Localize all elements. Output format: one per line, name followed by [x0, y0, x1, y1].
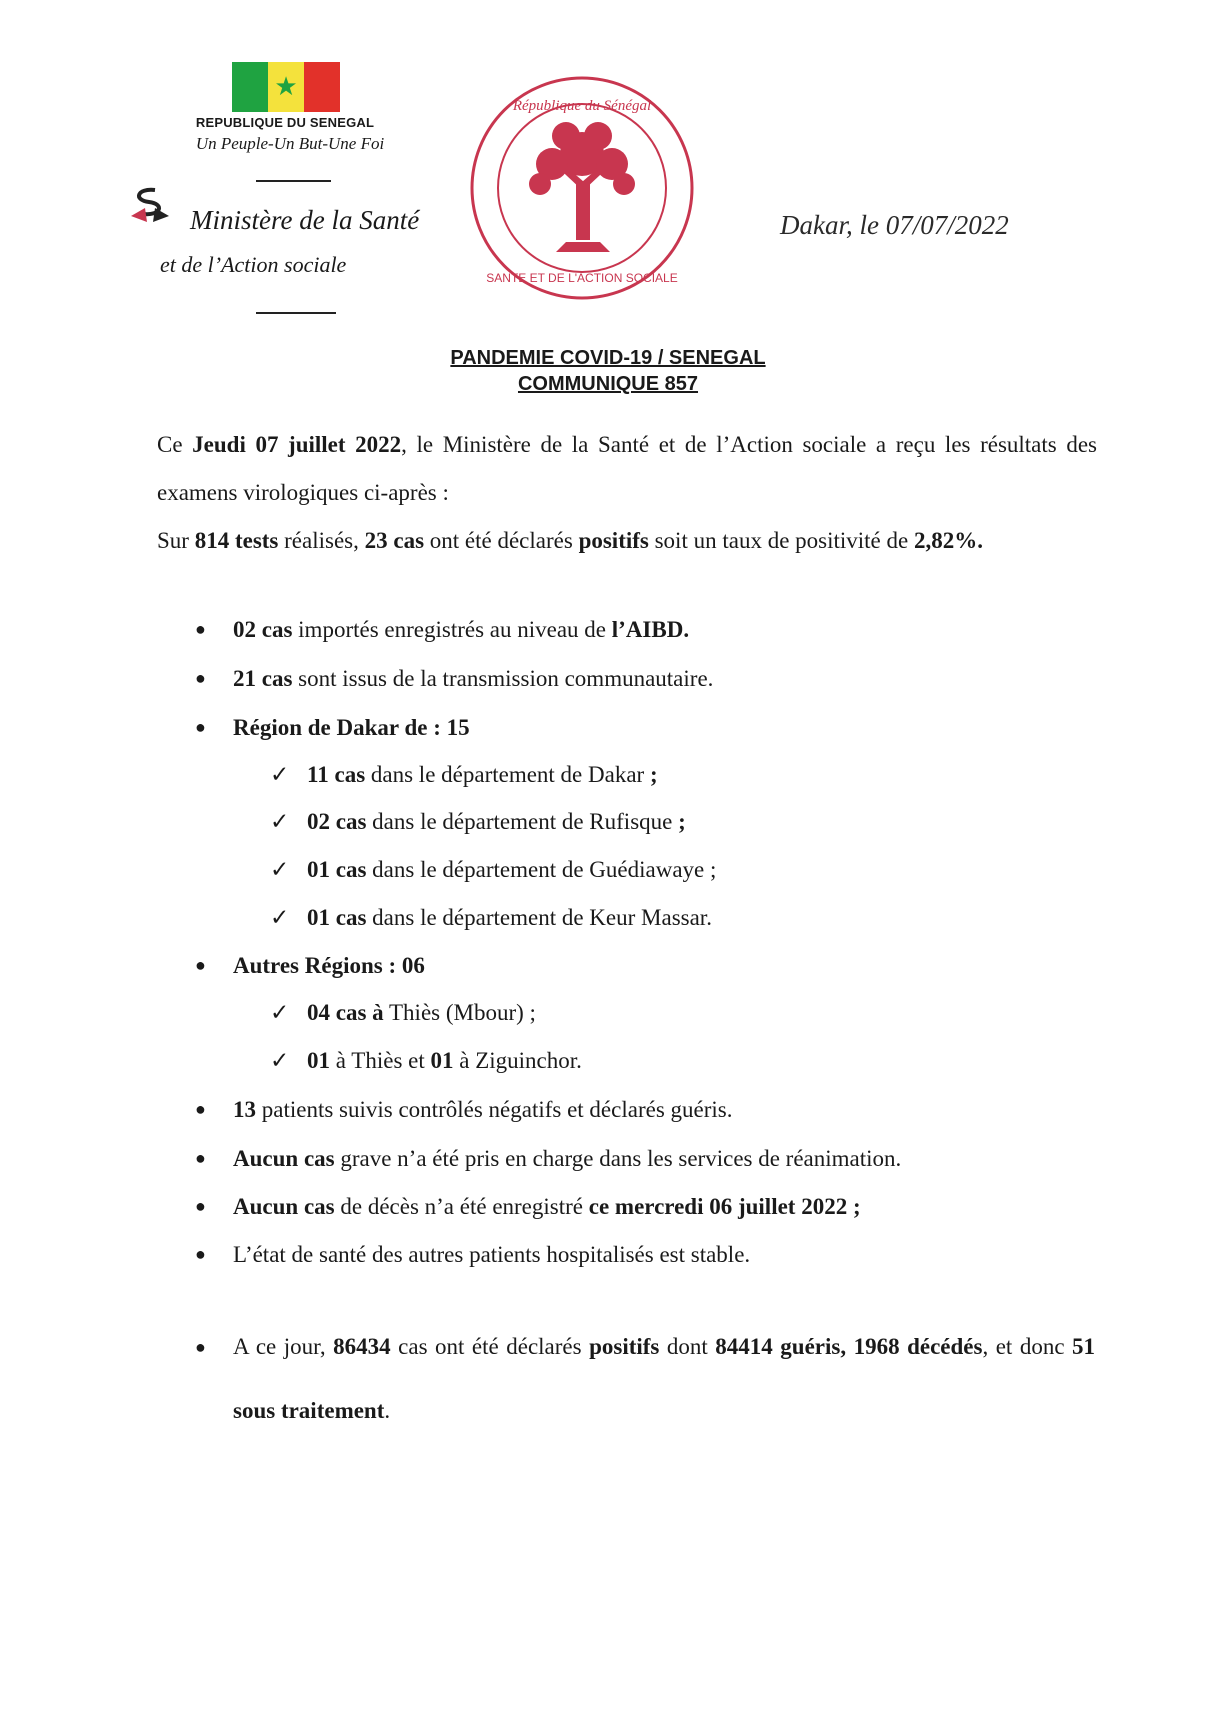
country-name: REPUBLIQUE DU SENEGAL: [195, 115, 375, 130]
list-item: ● 21 cas sont issus de la transmission communautaire.: [195, 666, 714, 691]
check-icon: ✓: [270, 809, 290, 834]
sub-list-item: ✓ 11 cas dans le département de Dakar ;: [270, 762, 658, 787]
check-icon: ✓: [270, 905, 290, 930]
divider-top: [256, 180, 331, 182]
results-paragraph: Sur 814 tests réalisés, 23 cas ont été déclarés positifs soit un taux de positivité de 2,82%.: [157, 528, 983, 553]
bullet-icon: ●: [195, 668, 206, 688]
official-stamp-icon: [466, 72, 698, 304]
sub-list-item: ✓ 01 cas dans le département de Guédiawaye ;: [270, 857, 717, 882]
check-icon: ✓: [270, 1000, 290, 1025]
sub-list-item: ✓ 04 cas à Thiès (Mbour) ;: [270, 1000, 536, 1025]
flag-green-band: [232, 62, 268, 112]
flag-star-icon: ★: [274, 72, 298, 101]
svg-text:République du Sénégal: République du Sénégal: [512, 98, 652, 114]
sub-list-item: ✓ 01 à Thiès et 01 à Ziguinchor.: [270, 1048, 582, 1073]
list-item: ● Région de Dakar de : 15: [195, 715, 470, 740]
bullet-icon: ●: [195, 619, 206, 639]
bullet-icon: ●: [195, 717, 206, 737]
list-item: ● 13 patients suivis contrôlés négatifs et déclarés guéris.: [195, 1097, 733, 1122]
document-title: PANDEMIE COVID-19 / SENEGAL: [450, 347, 766, 369]
document-date: Dakar, le 07/07/2022: [780, 210, 1009, 240]
ministry-name-line2: et de l’Action sociale: [160, 252, 347, 277]
list-item: ● Aucun cas grave n’a été pris en charge dans les services de réanimation.: [195, 1146, 902, 1171]
list-item: ● 02 cas importés enregistrés au niveau de l’AIBD.: [195, 617, 690, 642]
senegal-flag: [232, 62, 340, 112]
flag-red-band: [304, 62, 340, 112]
bullet-icon: ●: [195, 955, 206, 975]
check-icon: ✓: [270, 857, 290, 882]
sub-list-item: ✓ 02 cas dans le département de Rufisque ;: [270, 809, 686, 834]
list-item: ● L’état de santé des autres patients hospitalisés est stable.: [195, 1242, 751, 1267]
svg-text:SANTE ET DE L'ACTION SOCIALE: SANTE ET DE L'ACTION SOCIALE: [486, 271, 678, 285]
bullet-icon: ●: [195, 1099, 206, 1119]
bullet-icon: ●: [195, 1196, 206, 1216]
ministry-name: Ministère de la Santé: [190, 205, 420, 235]
communique-number: COMMUNIQUE 857: [517, 373, 699, 395]
check-icon: ✓: [270, 1048, 290, 1073]
bullet-icon: ●: [195, 1148, 206, 1168]
ministry-logo-icon: [125, 186, 175, 230]
intro-paragraph: Ce Jeudi 07 juillet 2022, le Ministère de la Santé et de l’Action sociale a reçu les résultats des examens virologiques ci-après :: [157, 432, 1097, 505]
summary-item: ● A ce jour, 86434 cas ont été déclarés positifs dont 84414 guéris, 1968 décédés, et donc 51 sous traitement.: [195, 1315, 1095, 1443]
national-motto: Un Peuple-Un But-Une Foi: [195, 134, 385, 153]
bullet-icon: ●: [195, 1244, 206, 1264]
check-icon: ✓: [270, 762, 290, 787]
statistics-list: [195, 617, 1095, 1443]
list-item: ● Aucun cas de décès n’a été enregistré ce mercredi 06 juillet 2022 ;: [195, 1194, 861, 1219]
flag-yellow-band: [268, 62, 304, 112]
bullet-icon: ●: [195, 1337, 206, 1357]
list-item: ● Autres Régions : 06: [195, 953, 425, 978]
divider-bottom: [256, 312, 336, 314]
sub-list-item: ✓ 01 cas dans le département de Keur Massar.: [270, 905, 712, 930]
intro-text: [157, 421, 1097, 565]
